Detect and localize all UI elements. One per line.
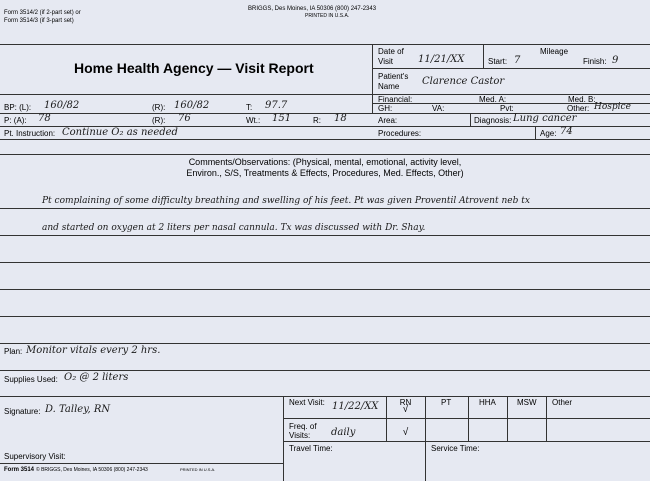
form-publisher-footer: © BRIGGS, Des Moines, IA 50306 (800) 247-2343 bbox=[36, 467, 148, 473]
instruction-label: Pt. Instruction: bbox=[4, 129, 56, 138]
supplies-label: Supplies Used: bbox=[4, 375, 58, 384]
supervisory-label: Supervisory Visit: bbox=[4, 452, 66, 461]
freq-value: daily bbox=[331, 427, 356, 438]
other-label: Other: bbox=[567, 104, 590, 113]
form-number-line-1: Form 3514/2 (if 2-part set) or bbox=[4, 10, 81, 16]
rule-instruction-bottom bbox=[0, 139, 650, 140]
rn-check-freq: √ bbox=[402, 427, 409, 438]
comment-line-2: and started on oxygen at 2 liters per nasal cannula. Tx was discussed with Dr. Shay. bbox=[42, 223, 426, 233]
rule-v-diagnosis bbox=[470, 113, 471, 126]
form-number-footer: Form 3514 bbox=[4, 467, 35, 473]
finish-label: Finish: bbox=[583, 57, 607, 66]
instruction-value: Continue O₂ as needed bbox=[62, 127, 178, 138]
page-title: Home Health Agency — Visit Report bbox=[74, 60, 314, 76]
med-b-label: Med. B: bbox=[568, 95, 596, 104]
discipline-hha: HHA bbox=[479, 398, 496, 407]
discipline-pt: PT bbox=[441, 398, 452, 407]
start-label: Start: bbox=[488, 57, 508, 66]
rule-footer-top bbox=[0, 396, 650, 397]
comment-line-1: Pt complaining of some difficulty breathing and swelling of his feet. Pt was given Proventil Atrovent neb tx bbox=[42, 196, 530, 206]
comments-heading-1: Comments/Observations: (Physical, mental, emotional, activity level, bbox=[188, 157, 462, 167]
rule-comments-top bbox=[0, 154, 650, 155]
age-value: 74 bbox=[560, 126, 573, 137]
gh-label: GH: bbox=[378, 104, 393, 113]
discipline-rn: RN bbox=[399, 398, 412, 407]
freq-label-1: Freq. of bbox=[289, 422, 317, 431]
bp-r-value: 160/82 bbox=[174, 100, 210, 111]
pvt-label: Pvt: bbox=[500, 104, 514, 113]
mileage-finish: 9 bbox=[612, 55, 619, 66]
rule-supplies-top bbox=[0, 370, 650, 371]
publisher: BRIGGS, Des Moines, IA 50306 (800) 247-2343 bbox=[248, 6, 377, 12]
discipline-msw: MSW bbox=[517, 398, 537, 407]
rule-travel-top bbox=[283, 441, 650, 442]
printed-in-usa: PRINTED IN U.S.A. bbox=[305, 13, 350, 19]
p-a-value: 78 bbox=[38, 113, 51, 124]
rule-date-row bbox=[372, 68, 650, 69]
p-r-value: 76 bbox=[178, 113, 191, 124]
rule-bp-row bbox=[0, 94, 650, 95]
form-printed-footer: PRINTED IN U.S.A. bbox=[180, 467, 216, 472]
diagnosis-value: Lung cancer bbox=[513, 113, 577, 124]
patient-label-1: Patient's bbox=[378, 72, 409, 81]
form-number-line-2: Form 3514/3 (if 3-part set) bbox=[4, 18, 74, 24]
rule-line-4 bbox=[0, 289, 650, 290]
rule-header-top bbox=[0, 44, 650, 45]
signature-value: D. Talley, RN bbox=[45, 404, 111, 415]
financial-label: Financial: bbox=[378, 95, 413, 104]
resp-label: R: bbox=[313, 116, 321, 125]
patient-label-2: Name bbox=[378, 82, 400, 91]
travel-time-label: Travel Time: bbox=[289, 444, 333, 453]
weight-label: Wt.: bbox=[246, 116, 261, 125]
diagnosis-label: Diagnosis: bbox=[474, 116, 512, 125]
mileage-start: 7 bbox=[514, 55, 521, 66]
plan-label: Plan: bbox=[4, 347, 23, 356]
va-label: VA: bbox=[432, 104, 445, 113]
rule-plan-top bbox=[0, 343, 650, 344]
visit-date: 11/21/XX bbox=[418, 54, 465, 65]
mileage-label: Mileage bbox=[540, 47, 569, 56]
date-label-1: Date of bbox=[378, 47, 404, 56]
rule-v-hha bbox=[468, 396, 469, 441]
med-a-label: Med. A: bbox=[479, 95, 507, 104]
rule-v-pt bbox=[425, 396, 426, 481]
rule-v-other bbox=[546, 396, 547, 441]
rule-v-mileage bbox=[483, 44, 484, 68]
plan-value: Monitor vitals every 2 hrs. bbox=[26, 345, 161, 356]
signature-label: Signature: bbox=[4, 407, 41, 416]
weight-value: 151 bbox=[272, 113, 292, 124]
age-label: Age: bbox=[540, 129, 557, 138]
freq-label-2: Visits: bbox=[289, 431, 311, 440]
date-label-2: Visit bbox=[378, 57, 393, 66]
resp-value: 18 bbox=[334, 113, 347, 124]
rn-check-next: √ bbox=[402, 404, 409, 415]
bp-r-label: (R): bbox=[152, 103, 166, 112]
p-a-label: P: (A): bbox=[4, 116, 27, 125]
rule-bottom bbox=[0, 463, 283, 464]
discipline-other: Other bbox=[552, 398, 573, 407]
procedures-label: Procedures: bbox=[378, 129, 422, 138]
temp-label: T: bbox=[246, 103, 253, 112]
rule-line-2 bbox=[0, 235, 650, 236]
rule-freq-top bbox=[283, 418, 650, 419]
rule-v-age bbox=[535, 126, 536, 139]
rule-line-5 bbox=[0, 316, 650, 317]
next-visit-label: Next Visit: bbox=[289, 398, 325, 407]
p-r-label: (R): bbox=[152, 116, 166, 125]
area-label: Area: bbox=[378, 116, 398, 125]
service-time-label: Service Time: bbox=[431, 444, 480, 453]
rule-v-right-block bbox=[372, 44, 373, 113]
supplies-value: O₂ @ 2 liters bbox=[64, 372, 129, 383]
rule-line-3 bbox=[0, 262, 650, 263]
comments-heading-2: Environ., S/S, Treatments & Effects, Procedures, Med. Effects, Other) bbox=[186, 168, 464, 178]
temp-value: 97.7 bbox=[265, 100, 288, 111]
rule-v-msw bbox=[507, 396, 508, 441]
patient-name: Clarence Castor bbox=[422, 76, 505, 87]
rule-line-1 bbox=[0, 208, 650, 209]
next-visit-value: 11/22/XX bbox=[332, 401, 379, 412]
bp-l-label: BP: (L): bbox=[4, 103, 32, 112]
other-value: Hospice bbox=[594, 102, 631, 112]
rule-v-footer bbox=[283, 396, 284, 481]
bp-l-value: 160/82 bbox=[44, 100, 80, 111]
